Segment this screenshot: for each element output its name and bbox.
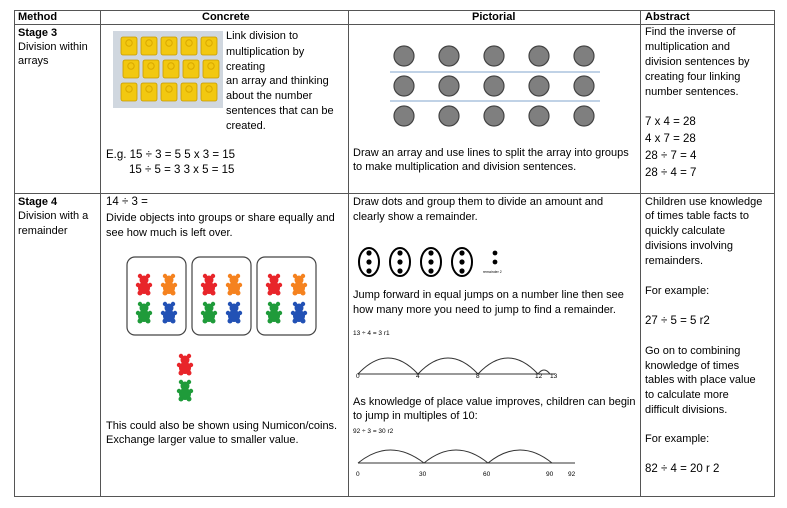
counter: [574, 106, 594, 126]
numberline2-tick: 30: [419, 471, 427, 478]
cube: [143, 60, 159, 78]
stage3-abstract-line: division sentences by: [645, 56, 750, 68]
bear-counter: [161, 302, 177, 324]
number-line-2: [350, 437, 585, 472]
counter: [529, 76, 549, 96]
numberline1-tick: 8: [476, 373, 480, 380]
counter: [394, 46, 414, 66]
stage3-concrete-line: Link division to: [226, 30, 299, 42]
stage3-subtitle-line: arrays: [18, 55, 49, 67]
stage3-concrete-line: about the number: [226, 90, 313, 102]
cube: [121, 83, 137, 101]
bear-counter: [177, 354, 193, 376]
jump-arc: [358, 450, 424, 463]
counter: [439, 46, 459, 66]
cube: [203, 60, 219, 78]
counter: [439, 106, 459, 126]
numberline2-label: 92 ÷ 3 = 30 r2: [353, 428, 394, 435]
jump-arc: [358, 358, 418, 374]
cube: [201, 37, 217, 55]
stage4-jump-line: how many more you need to jump to find a remainder.: [353, 304, 616, 316]
stage4-jump-line: Jump forward in equal jumps on a number line then see: [353, 289, 624, 301]
counter: [394, 106, 414, 126]
stage3-example-line1: E.g. 15 ÷ 3 = 5 5 x 3 = 15: [106, 149, 236, 161]
jump-arc: [488, 450, 552, 463]
remainder-label: remainder 2: [483, 270, 502, 274]
bear-counter: [266, 302, 282, 324]
stage4-place-value-line: As knowledge of place value improves, children can begin: [353, 396, 636, 408]
jump-arc: [478, 358, 538, 374]
counter: [439, 76, 459, 96]
stage4-pictorial-line: Draw dots and group them to divide an amount and: [353, 196, 604, 208]
stage4-subtitle-line: Division with a: [18, 210, 89, 222]
stage3-concrete-line: creating: [226, 61, 266, 73]
stage3-concrete-line: created.: [226, 120, 266, 132]
bear-counter: [177, 380, 193, 402]
stage4-abstract-line: divisions involving: [645, 240, 734, 252]
dot-group: [452, 248, 472, 276]
cube: [123, 60, 139, 78]
numberline2-tick: 60: [483, 471, 491, 478]
abstract-sentence: 28 ÷ 4 = 7: [645, 167, 697, 179]
bear-counter: [161, 274, 177, 296]
stage4-abstract-line: quickly calculate: [645, 225, 726, 237]
cube: [201, 83, 217, 101]
stage4-concrete-line: Divide objects into groups or share equally and: [106, 212, 335, 224]
stage3-pictorial-line: Draw an array and use lines to split the array into groups: [353, 147, 629, 159]
bear-counter: [266, 274, 282, 296]
for-example-label: For example:: [645, 433, 710, 445]
counter: [484, 106, 504, 126]
stage3-concrete-line: multiplication by: [226, 46, 305, 58]
abstract-sentence: 4 x 7 = 28: [645, 133, 696, 145]
remainder-dots: [493, 251, 498, 265]
cube: [161, 37, 177, 55]
numberline2-tick: 0: [356, 471, 360, 478]
numberline1-tick: 0: [356, 373, 360, 380]
stage3-abstract-line: number sentences.: [645, 86, 739, 98]
stage4-go-on-line: Go on to combining: [645, 345, 741, 357]
bear-counter: [226, 302, 242, 324]
stage4-concrete-line: see how much is left over.: [106, 227, 233, 239]
stage3-pictorial-line: to make multiplication and division sentences.: [353, 161, 577, 173]
bear-counter: [201, 274, 217, 296]
stage3-abstract-line: Find the inverse of: [645, 26, 736, 38]
stage4-go-on-line: tables with place value: [645, 374, 756, 386]
dot-group: [390, 248, 410, 276]
group-box: [127, 257, 186, 335]
abstract-sentence: 28 ÷ 7 = 4: [645, 150, 697, 162]
stage3-title: Stage 3: [18, 27, 58, 39]
cube: [121, 37, 137, 55]
bears-grouping: [125, 255, 325, 405]
stage3-concrete-line: an array and thinking: [226, 75, 329, 87]
counter: [529, 46, 549, 66]
cube: [181, 83, 197, 101]
for-example-label: For example:: [645, 285, 710, 297]
stage4-place-value-line: to jump in multiples of 10:: [353, 410, 478, 422]
cube: [141, 83, 157, 101]
stage4-numicon-line: Exchange larger value to smaller value.: [106, 434, 299, 446]
stage4-subtitle-line: remainder: [18, 225, 68, 237]
stage3-abstract-line: multiplication and: [645, 41, 730, 53]
counter: [484, 76, 504, 96]
bear-counter: [226, 274, 242, 296]
numberline2-tick: 90: [546, 471, 554, 478]
bear-counter: [136, 302, 152, 324]
stage4-go-on-line: to calculate more: [645, 389, 729, 401]
bear-counter: [201, 302, 217, 324]
header-concrete: Concrete: [202, 11, 250, 23]
cube: [141, 37, 157, 55]
stage4-numicon-line: This could also be shown using Numicon/coins.: [106, 420, 338, 432]
stage3-concrete-line: sentences that can be: [226, 105, 334, 117]
numberline2-tick: 92: [568, 471, 576, 478]
abstract-sentence: 7 x 4 = 28: [645, 116, 696, 128]
counter: [574, 46, 594, 66]
counter: [574, 76, 594, 96]
cube: [183, 60, 199, 78]
stage3-example-line2: 15 ÷ 5 = 3 3 x 5 = 15: [129, 164, 235, 176]
cube: [161, 83, 177, 101]
dot-group: [359, 248, 379, 276]
group-box: [257, 257, 316, 335]
bear-counter: [291, 274, 307, 296]
counter: [484, 46, 504, 66]
example-division: 82 ÷ 4 = 20 r 2: [645, 463, 720, 475]
stage4-abstract-line: remainders.: [645, 255, 704, 267]
numberline1-tick: 13: [550, 373, 558, 380]
jump-arc: [418, 358, 478, 374]
numberline1-tick: 12: [535, 373, 543, 380]
stage4-expression: 14 ÷ 3 =: [106, 196, 148, 208]
header-pictorial: Pictorial: [472, 11, 516, 23]
stage3-abstract-line: creating four linking: [645, 71, 741, 83]
counters-array: [390, 40, 600, 135]
bear-counter: [291, 302, 307, 324]
stage4-pictorial-line: clearly show a remainder.: [353, 211, 478, 223]
cube: [181, 37, 197, 55]
stage4-abstract-line: of times table facts to: [645, 210, 749, 222]
header-abstract: Abstract: [645, 11, 690, 23]
header-method: Method: [18, 11, 58, 23]
stage4-abstract-line: Children use knowledge: [645, 196, 763, 208]
counter: [529, 106, 549, 126]
stage3-subtitle-line: Division within: [18, 41, 88, 53]
cube: [163, 60, 179, 78]
jump-arc: [424, 450, 488, 463]
cubes-array-photo: [113, 31, 223, 108]
stage4-go-on-line: difficult divisions.: [645, 404, 728, 416]
example-division: 27 ÷ 5 = 5 r2: [645, 315, 710, 327]
numberline1-label: 13 ÷ 4 = 3 r1: [353, 330, 390, 337]
stage4-go-on-line: knowledge of times: [645, 360, 740, 372]
group-box: [192, 257, 251, 335]
dot-group: [421, 248, 441, 276]
counter: [394, 76, 414, 96]
bear-counter: [136, 274, 152, 296]
stage4-title: Stage 4: [18, 196, 58, 208]
numberline1-tick: 4: [416, 373, 420, 380]
